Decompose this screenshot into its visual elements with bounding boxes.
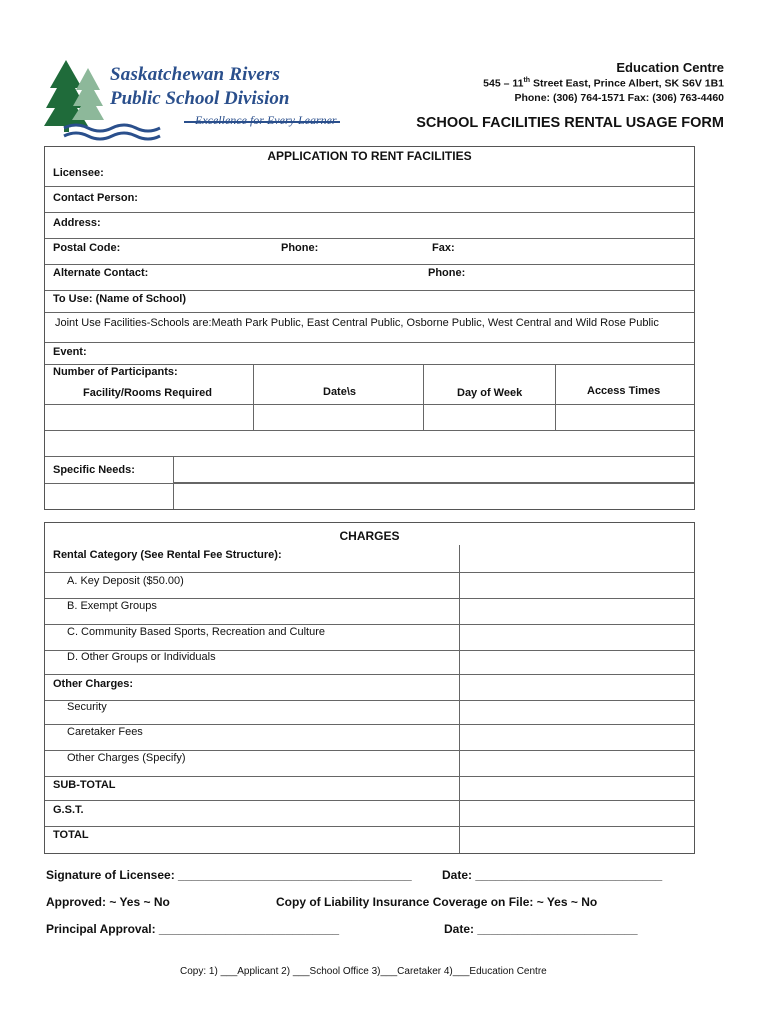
postal-code-label: Postal Code: <box>53 242 121 254</box>
charges-section <box>44 522 695 854</box>
date-line-2: Date: ________________________ <box>444 922 638 936</box>
org-name-line2: Public School Division <box>110 88 290 109</box>
phone-label: Phone: <box>281 242 319 254</box>
to-use-label: To Use: (Name of School) <box>53 293 187 305</box>
subtotal-label: SUB-TOTAL <box>53 779 116 791</box>
col-access: Access Times <box>587 385 661 397</box>
gst-label: G.S.T. <box>53 804 84 816</box>
charge-item-d: D. Other Groups or Individuals <box>67 651 216 663</box>
event-label: Event: <box>53 346 87 358</box>
application-title: APPLICATION TO RENT FACILITIES <box>267 149 472 163</box>
approved-line: Approved: ~ Yes ~ No <box>46 895 170 909</box>
education-centre: Education Centre <box>616 60 724 75</box>
other-item-specify: Other Charges (Specify) <box>67 752 186 764</box>
col-facility: Facility/Rooms Required <box>83 387 212 399</box>
address-label: Address: <box>53 217 101 229</box>
participants-label: Number of Participants: <box>53 366 178 378</box>
phone-line: Phone: (306) 764-1571 Fax: (306) 763-4460 <box>514 92 724 104</box>
col-dates: Date\s <box>323 386 357 398</box>
col-day: Day of Week <box>457 387 523 399</box>
fax-label: Fax: <box>432 242 455 254</box>
alternate-contact-label: Alternate Contact: <box>53 267 149 279</box>
charge-item-a: A. Key Deposit ($50.00) <box>67 575 184 587</box>
specific-needs-label: Specific Needs: <box>53 464 135 476</box>
copy-distribution: Copy: 1) ___Applicant 2) ___School Office 3)___Caretaker 4)___Education Centre <box>180 966 547 977</box>
alt-phone-label: Phone: <box>428 267 466 279</box>
charge-item-c: C. Community Based Sports, Recreation and Culture <box>67 626 326 638</box>
tagline: Excellence for Every Learner <box>195 113 337 127</box>
signature-line: Signature of Licensee: ___________________________________ <box>46 868 412 882</box>
other-charges-label: Other Charges: <box>53 678 134 690</box>
org-name-line1: Saskatchewan Rivers <box>110 64 281 85</box>
charge-item-b: B. Exempt Groups <box>67 600 157 612</box>
charges-title: CHARGES <box>339 529 400 543</box>
address-line: 545 – 11th Street East, Prince Albert, SK S6V 1B1 <box>483 77 724 90</box>
contact-person-label: Contact Person: <box>53 192 138 204</box>
other-item-caretaker: Caretaker Fees <box>67 726 143 738</box>
rental-category-label: Rental Category (See Rental Fee Structure): <box>53 549 282 561</box>
licensee-label: Licensee: <box>53 167 104 179</box>
date-line-1: Date: ____________________________ <box>442 868 663 882</box>
insurance-line: Copy of Liability Insurance Coverage on File: ~ Yes ~ No <box>276 895 598 909</box>
application-section <box>44 146 695 510</box>
principal-approval-line: Principal Approval: ___________________________ <box>46 922 340 936</box>
total-label: TOTAL <box>53 829 89 841</box>
other-item-security: Security <box>67 701 107 713</box>
form-title: SCHOOL FACILITIES RENTAL USAGE FORM <box>416 115 724 131</box>
joint-use-text: Joint Use Facilities-Schools are:Meath Park Public, East Central Public, Osborne Public, West Central and Wild Rose Public <box>55 317 659 329</box>
